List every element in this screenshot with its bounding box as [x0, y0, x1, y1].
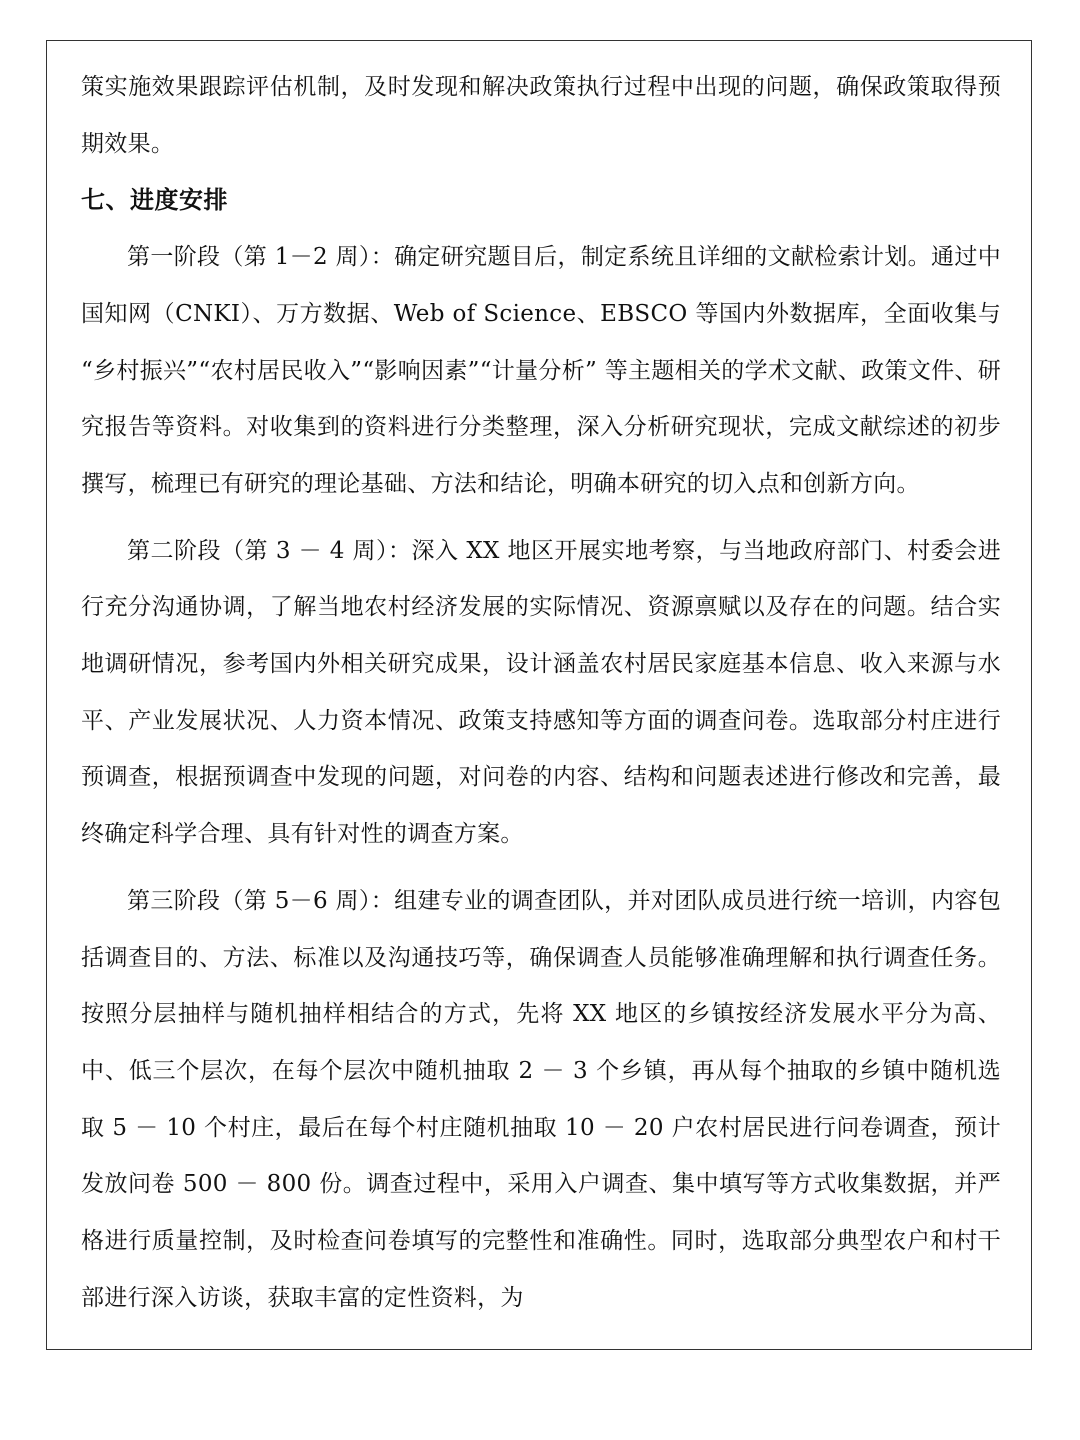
continuation-paragraph: 策实施效果跟踪评估机制，及时发现和解决政策执行过程中出现的问题，确保政策取得预期效果。	[81, 74, 1001, 157]
section-heading: 七、进度安排	[81, 185, 228, 215]
paragraph-stage-1: 第一阶段（第 1－2 周）：确定研究题目后，制定系统且详细的文献检索计划。通过中国知网（CNKI）、万方数据、Web of Science、EBSCO 等国内外数据库，全面收集与 “乡村振兴”“农村居民收入”“影响因素”“计量分析” 等主题相关的学术文献、政策文件、研究报告等资料。对收集到的资料进行分类整理，深入分析研究现状，完成文献综述的初步撰写，梳理已有研究的理论基础、方法和结论，明确本研究的切入点和创新方向。	[81, 244, 1001, 497]
paragraph-stage-3: 第三阶段（第 5－6 周）：组建专业的调查团队，并对团队成员进行统一培训，内容包括调查目的、方法、标准以及沟通技巧等，确保调查人员能够准确理解和执行调查任务。按照分层抽样与随机抽样相结合的方式，先将 XX 地区的乡镇按经济发展水平分为高、中、低三个层次，在每个层次中随机抽取 2 － 3 个乡镇，再从每个抽取的乡镇中随机选取 5 － 10 个村庄，最后在每个村庄随机抽取 10 － 20 户农村居民进行问卷调查，预计发放问卷 500 － 800 份。调查过程中，采用入户调查、集中填写等方式收集数据，并严格进行质量控制，及时检查问卷填写的完整性和准确性。同时，选取部分典型农户和村干部进行深入访谈，获取丰富的定性资料，为	[81, 887, 1001, 1311]
paragraph-stage-2: 第二阶段（第 3 － 4 周）：深入 XX 地区开展实地考察，与当地政府部门、村委会进行充分沟通协调，了解当地农村经济发展的实际情况、资源禀赋以及存在的问题。结合实地调研情况，参考国内外相关研究成果，设计涵盖农村居民家庭基本信息、收入来源与水平、产业发展状况、人力资本情况、政策支持感知等方面的调查问卷。选取部分村庄进行预调查，根据预调查中发现的问题，对问卷的内容、结构和问题表述进行修改和完善，最终确定科学合理、具有针对性的调查方案。	[81, 537, 1001, 848]
document-body	[81, 59, 1001, 1326]
page-frame	[46, 40, 1032, 1350]
